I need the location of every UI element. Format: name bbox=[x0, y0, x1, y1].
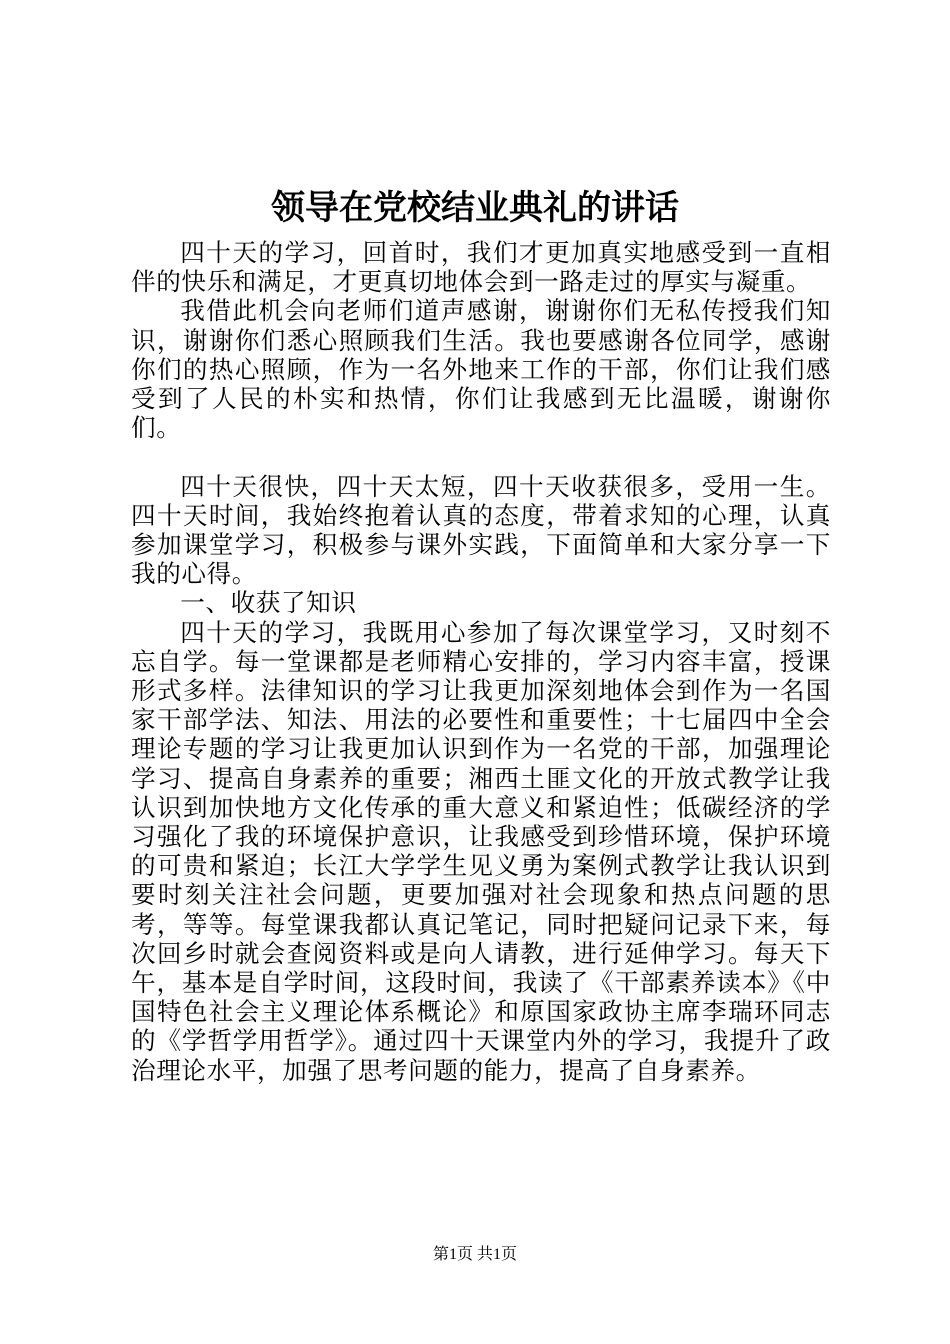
document-body bbox=[131, 238, 831, 1085]
paragraph-intro: 四十天的学习，回首时，我们才更加真实地感受到一直相伴的快乐和满足，才更真切地体会到一路走过的厚实与凝重。 bbox=[131, 238, 831, 297]
paragraph-overview: 四十天很快，四十天太短，四十天收获很多，受用一生。四十天时间，我始终抱着认真的态度，带着求知的心理，认真参加课堂学习，积极参与课外实践，下面简单和大家分享一下我的心得。 bbox=[131, 471, 831, 589]
paragraph-knowledge: 四十天的学习，我既用心参加了每次课堂学习，又时刻不忘自学。每一堂课都是老师精心安排的，学习内容丰富，授课形式多样。法律知识的学习让我更加深刻地体会到作为一名国家干部学法、知法、用法的必要性和重要性；十七届四中全会理论专题的学习让我更加认识到作为一名党的干部，加强理论学习、提高自身素养的重要；湘西土匪文化的开放式教学让我认识到加快地方文化传承的重大意义和紧迫性；低碳经济的学习强化了我的环境保护意识，让我感受到珍惜环境，保护环境的可贵和紧迫；长江大学学生见义勇为案例式教学让我认识到要时刻关注社会问题，更要加强对社会现象和热点问题的思考，等等。每堂课我都认真记笔记，同时把疑问记录下来，每次回乡时就会查阅资料或是向人请教，进行延伸学习。每天下午，基本是自学时间，这段时间，我读了《干部素养读本》《中国特色社会主义理论体系概论》和原国家政协主席李瑞环同志的《学哲学用哲学》。通过四十天课堂内外的学习，我提升了政治理论水平，加强了思考问题的能力，提高了自身素养。 bbox=[131, 617, 831, 1085]
section-heading-knowledge: 一、收获了知识 bbox=[180, 588, 357, 618]
page-footer: 第1页 共1页 bbox=[432, 1246, 517, 1263]
paragraph-thanks: 我借此机会向老师们道声感谢，谢谢你们无私传授我们知识，谢谢你们悉心照顾我们生活。我也要感谢各位同学，感谢你们的热心照顾，作为一名外地来工作的干部，你们让我们感受到了人民的朴实和热情，你们让我感到无比温暖，谢谢你们。 bbox=[131, 296, 831, 443]
paragraph-spacer bbox=[131, 442, 831, 471]
document-title: 领导在党校结业典礼的讲话 bbox=[271, 188, 679, 228]
